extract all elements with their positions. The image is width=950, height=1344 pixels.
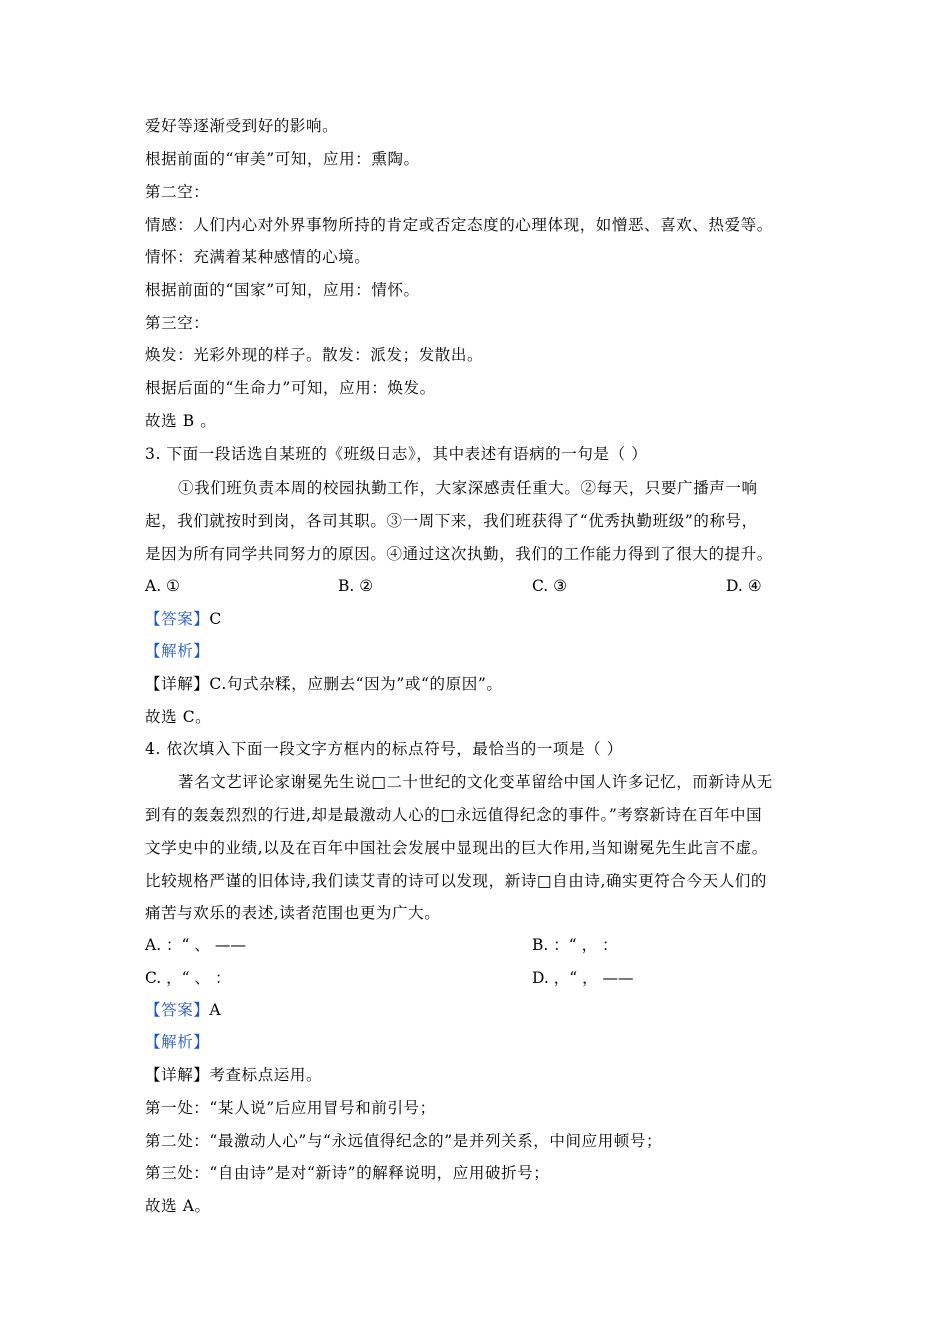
question-3-passage-line: ①我们班负责本周的校园执勤工作，大家深感责任重大。②每天，只要广播声一响 (178, 479, 758, 497)
text-line: 根据前面的“国家”可知，应用：情怀。 (145, 281, 420, 299)
answer-value: A (209, 1001, 222, 1019)
question-3-stem: 3. 下面一段话选自某班的《班级日志》，其中表述有语病的一句是（ ） (145, 445, 648, 463)
conclusion-line: 故选 B 。 (145, 412, 217, 430)
question-3-option-b: B. ② (338, 577, 374, 595)
question-3-conclusion: 故选 C。 (145, 708, 212, 726)
detail-text: 考查标点运用。 (209, 1066, 323, 1084)
question-4-detail-line: 第三处：“自由诗”是对“新诗”的解释说明，应用破折号； (145, 1164, 550, 1182)
question-3-option-a: A. ① (145, 577, 180, 595)
question-3-detail (145, 673, 502, 695)
analysis-tag: 【解析】 (145, 642, 210, 660)
question-3-option-c: C. ③ (532, 577, 568, 595)
question-4-option-b: B. ：“ ， ： (532, 936, 618, 954)
question-4-option-d: D. ，“ ， —— (532, 969, 634, 987)
question-4-passage-line: 痛苦与欢乐的表述,读者范围也更为广大。 (145, 904, 441, 922)
text-line: 爱好等逐渐受到好的影响。 (145, 117, 339, 135)
question-3-answer (145, 608, 222, 630)
analysis-tag: 【解析】 (145, 1033, 210, 1051)
question-4-detail (145, 1064, 322, 1086)
detail-tag: 【详解】 (145, 1066, 210, 1084)
question-4-passage-line: 著名文艺评论家谢冕先生说□二十世纪的文化变革留给中国人许多记忆，而新诗从无 (178, 773, 773, 791)
detail-tag: 【详解】 (145, 675, 210, 693)
answer-tag: 【答案】 (145, 1001, 210, 1019)
question-3-passage-line: 起，我们就按时到岗，各司其职。③一周下来，我们班获得了“优秀执勤班级”的称号， (145, 512, 758, 530)
text-line: 焕发：光彩外现的样子。散发：派发；发散出。 (145, 346, 484, 364)
text-line: 情怀：充满着某种感情的心境。 (145, 248, 371, 266)
question-4-analysis (145, 1031, 209, 1053)
question-3-option-d: D. ④ (726, 577, 762, 595)
question-4-option-a: A. ：“ 、 —— (145, 936, 246, 954)
question-4-passage-line: 文学史中的业绩,以及在百年中国社会发展中显现出的巨大作用,当知谢冕先生此言不虚。 (145, 839, 768, 857)
question-4-passage-line: 比较规格严谨的旧体诗,我们读艾青的诗可以发现，新诗□自由诗,确实更符合今天人们的 (145, 872, 768, 890)
question-4-stem: 4. 依次填入下面一段文字方框内的标点符号，最恰当的一项是（ ） (145, 740, 623, 758)
question-3-analysis (145, 640, 209, 662)
question-4-option-c: C. ，“ 、 ： (145, 969, 231, 987)
text-line: 情感：人们内心对外界事物所持的肯定或否定态度的心理体现，如憎恶、喜欢、热爱等。 (145, 216, 773, 234)
question-4-detail-line: 第二处：“最激动人心”与“永远值得纪念的”是并列关系，中间应用顿号； (145, 1132, 663, 1150)
question-3-passage-line: 是因为所有同学共同努力的原因。④通过这次执勤，我们的工作能力得到了很大的提升。 (145, 545, 773, 563)
question-4-answer (145, 999, 221, 1021)
answer-value: C (209, 610, 222, 628)
answer-tag: 【答案】 (145, 610, 210, 628)
text-line: 第三空： (145, 314, 210, 332)
text-line: 根据后面的“生命力”可知，应用：焕发。 (145, 379, 436, 397)
question-4-passage-line: 到有的轰轰烈烈的行进,却是最激动人心的□永远值得纪念的事件。”考察新诗在百年中国 (145, 806, 763, 824)
detail-text: C.句式杂糅，应删去“因为”或“的原因”。 (209, 675, 503, 693)
question-4-conclusion: 故选 A。 (145, 1197, 211, 1215)
question-4-detail-line: 第一处：“某人说”后应用冒号和前引号； (145, 1099, 436, 1117)
text-line: 第二空： (145, 183, 210, 201)
text-line: 根据前面的“审美”可知，应用：熏陶。 (145, 150, 420, 168)
